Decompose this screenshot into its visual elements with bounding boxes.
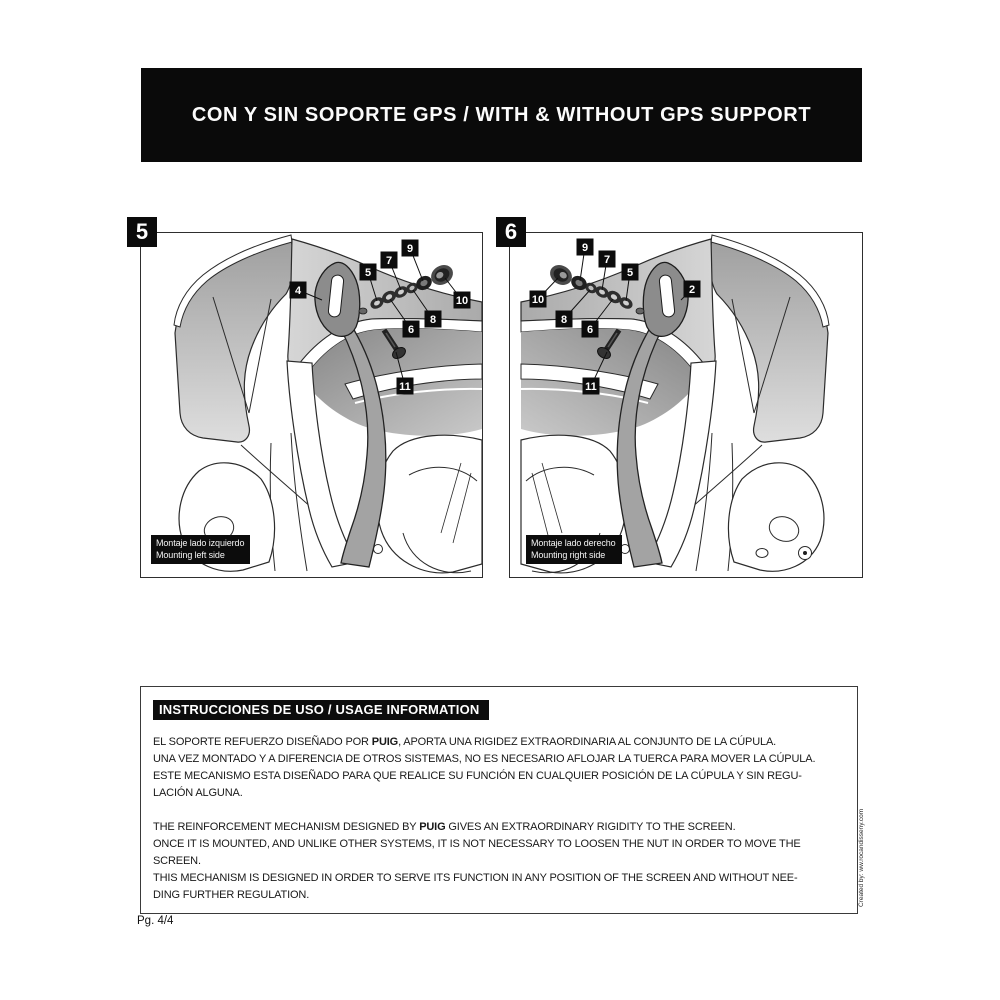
caption-en: Mounting left side — [156, 550, 225, 560]
callout-number: 11 — [399, 381, 411, 393]
text-line: DING FURTHER REGULATION. — [153, 889, 310, 901]
callout-number: 8 — [429, 314, 437, 326]
mounting-side-caption-right — [526, 535, 622, 564]
text-line: LACIÓN ALGUNA. — [153, 787, 243, 799]
panel-number-5: 5 — [127, 217, 157, 247]
bike-art-right-mirrored — [521, 235, 829, 573]
callout-number: 8 — [560, 314, 568, 326]
diagram-panel-left — [140, 232, 483, 578]
text-line: ONCE IT IS MOUNTED, AND UNLIKE OTHER SYSTEMS, IT IS NOT NECESSARY TO LOOSEN THE NUT IN ORDER TO MOVE THE — [153, 838, 801, 850]
bike-art-left — [174, 235, 482, 573]
callout-number: 2 — [688, 284, 696, 296]
callout-number: 6 — [407, 324, 415, 336]
diagram-left-svg — [141, 233, 482, 577]
callout-number: 9 — [581, 242, 589, 254]
callout-number: 10 — [455, 295, 469, 307]
callout-number: 5 — [364, 267, 372, 279]
text-line: SCREEN. — [153, 855, 201, 867]
panel-number-6: 6 — [496, 217, 526, 247]
page-number: Pg. 4/4 — [137, 915, 174, 927]
caption-es: Montaje lado izquierdo — [156, 538, 245, 548]
caption-en: Mounting right side — [531, 550, 606, 560]
callout-number: 6 — [586, 324, 594, 336]
credit-vertical-text: Created by: ww.rocandisseny.com — [858, 808, 865, 907]
diagram-panel-right — [509, 232, 863, 578]
callout-number: 9 — [406, 243, 414, 255]
text-line: UNA VEZ MONTADO Y A DIFERENCIA DE OTROS SISTEMAS, NO ES NECESARIO AFLOJAR LA TUERCA PARA MOVER LA CÚPULA. — [153, 753, 816, 765]
callout-number: 11 — [585, 381, 597, 393]
usage-info-box — [140, 686, 858, 914]
callout-number: 7 — [603, 254, 611, 266]
english-paragraph — [153, 819, 801, 904]
text-line: THIS MECHANISM IS DESIGNED IN ORDER TO SERVE ITS FUNCTION IN ANY POSITION OF THE SCREEN AND WITHOUT NEE- — [153, 872, 798, 884]
spanish-paragraph — [153, 734, 815, 802]
callout-number: 4 — [294, 285, 302, 297]
text-line: EL SOPORTE REFUERZO DISEÑADO POR PUIG, APORTA UNA RIGIDEZ EXTRAORDINARIA AL CONJUNTO DE LA CÚPULA. — [153, 736, 777, 748]
mounting-side-caption-left — [151, 535, 250, 564]
callout-number: 5 — [626, 267, 634, 279]
header-bar — [141, 68, 862, 162]
text-line: THE REINFORCEMENT MECHANISM DESIGNED BY PUIG GIVES AN EXTRAORDINARY RIGIDITY TO THE SCREEN. — [153, 821, 736, 833]
text-line: ESTE MECANISMO ESTA DISEÑADO PARA QUE REALICE SU FUNCIÓN EN CUALQUIER POSICIÓN DE LA CÚPULA Y SIN REGU- — [153, 770, 802, 782]
usage-info-heading: INSTRUCCIONES DE USO / USAGE INFORMATION — [153, 700, 489, 720]
caption-es: Montaje lado derecho — [531, 538, 616, 548]
callout-number: 10 — [531, 294, 545, 306]
page-title: CON Y SIN SOPORTE GPS / WITH & WITHOUT GPS SUPPORT — [191, 103, 812, 126]
diagram-right-svg — [510, 233, 862, 577]
callout-number: 7 — [385, 255, 393, 267]
